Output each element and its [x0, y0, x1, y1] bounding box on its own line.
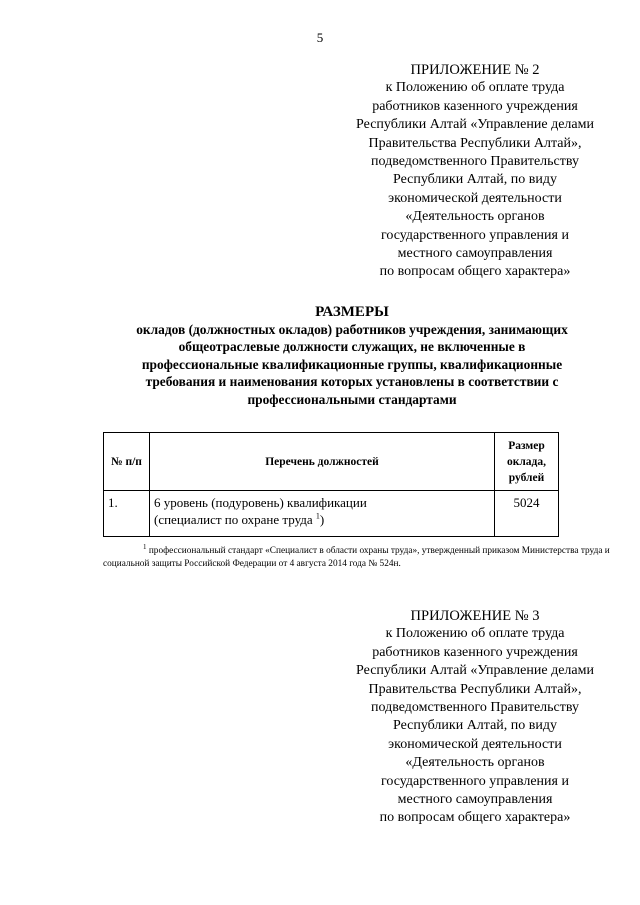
appendix-2-line: Республики Алтай «Управление делами [356, 117, 594, 133]
footnote [103, 542, 613, 571]
page-number: 5 [316, 30, 324, 45]
appendix-3-block [325, 607, 625, 828]
appendix-3-line: Правительства Республики Алтай», [368, 681, 582, 697]
heading-line: профессиональными стандартами [247, 391, 457, 407]
table-row [104, 491, 559, 537]
header-salary-line: Размер [508, 439, 545, 452]
appendix-2-block [325, 61, 625, 282]
header-salary-line: рублей [508, 471, 545, 484]
table-header-row [104, 433, 559, 491]
footnote-ref: 1 [315, 511, 320, 521]
document-heading [95, 303, 609, 408]
appendix-3-line: «Деятельность органов [405, 755, 545, 771]
row-salary: 5024 [495, 491, 559, 537]
heading-line: окладов (должностных окладов) работников учреждения, занимающих [136, 322, 568, 337]
row-num: 1. [104, 491, 150, 537]
appendix-2-line: местного самоуправления [397, 246, 553, 262]
appendix-3-line: Республики Алтай «Управление делами [356, 663, 594, 679]
row-position-line2 [154, 511, 490, 528]
appendix-3-line: местного самоуправления [397, 792, 553, 808]
appendix-3-line: Республики Алтай, по виду [392, 718, 558, 734]
appendix-2-line: подведомственного Правительству [370, 154, 580, 170]
appendix-2-line: Республики Алтай, по виду [392, 172, 558, 188]
appendix-2-title: ПРИЛОЖЕНИЕ № 2 [410, 62, 540, 78]
appendix-3-line: экономической деятельности [388, 736, 562, 752]
footnote-marker: 1 [143, 542, 147, 551]
appendix-3-line: к Положению об оплате труда [385, 626, 565, 642]
appendix-3-line: подведомственного Правительству [370, 700, 580, 716]
heading-line: профессиональные квалификационные группы, квалификационные [141, 356, 563, 372]
appendix-2-line: Правительства Республики Алтай», [368, 135, 582, 151]
row-position-line1: 6 уровень (подуровень) квалификации [154, 495, 367, 510]
appendix-2-line: работников казенного учреждения [372, 98, 578, 114]
heading-line: требования и наименования которых установлены в соответствии с [145, 374, 559, 390]
header-num: № п/п [104, 433, 150, 491]
appendix-2-line: по вопросам общего характера» [379, 264, 571, 280]
header-positions: Перечень должностей [150, 433, 495, 491]
appendix-3-line: по вопросам общего характера» [379, 810, 571, 826]
header-salary-line: оклада, [506, 455, 547, 468]
appendix-3-line: работников казенного учреждения [372, 644, 578, 660]
row-position-line2-text: (специалист по охране труда [154, 512, 316, 527]
row-position-line2-end: ) [319, 512, 325, 527]
appendix-3-title: ПРИЛОЖЕНИЕ № 3 [410, 608, 540, 624]
row-position [150, 491, 495, 537]
footnote-text: профессиональный стандарт «Специалист в области охраны труда», утвержденный приказом Министерства труда и социальной защиты Российской Федерации от 4 августа 2014 года № 524н. [103, 546, 610, 569]
header-salary [495, 433, 559, 491]
appendix-2-line: «Деятельность органов [405, 209, 545, 225]
heading-title: РАЗМЕРЫ [315, 304, 389, 320]
appendix-2-line: к Положению об оплате труда [385, 80, 565, 96]
appendix-2-line: экономической деятельности [388, 190, 562, 206]
appendix-2-line: государственного управления и [381, 227, 569, 243]
heading-line: общеотраслевые должности служащих, не включенные в [178, 339, 526, 355]
appendix-3-line: государственного управления и [381, 773, 569, 789]
salary-table [103, 432, 559, 537]
